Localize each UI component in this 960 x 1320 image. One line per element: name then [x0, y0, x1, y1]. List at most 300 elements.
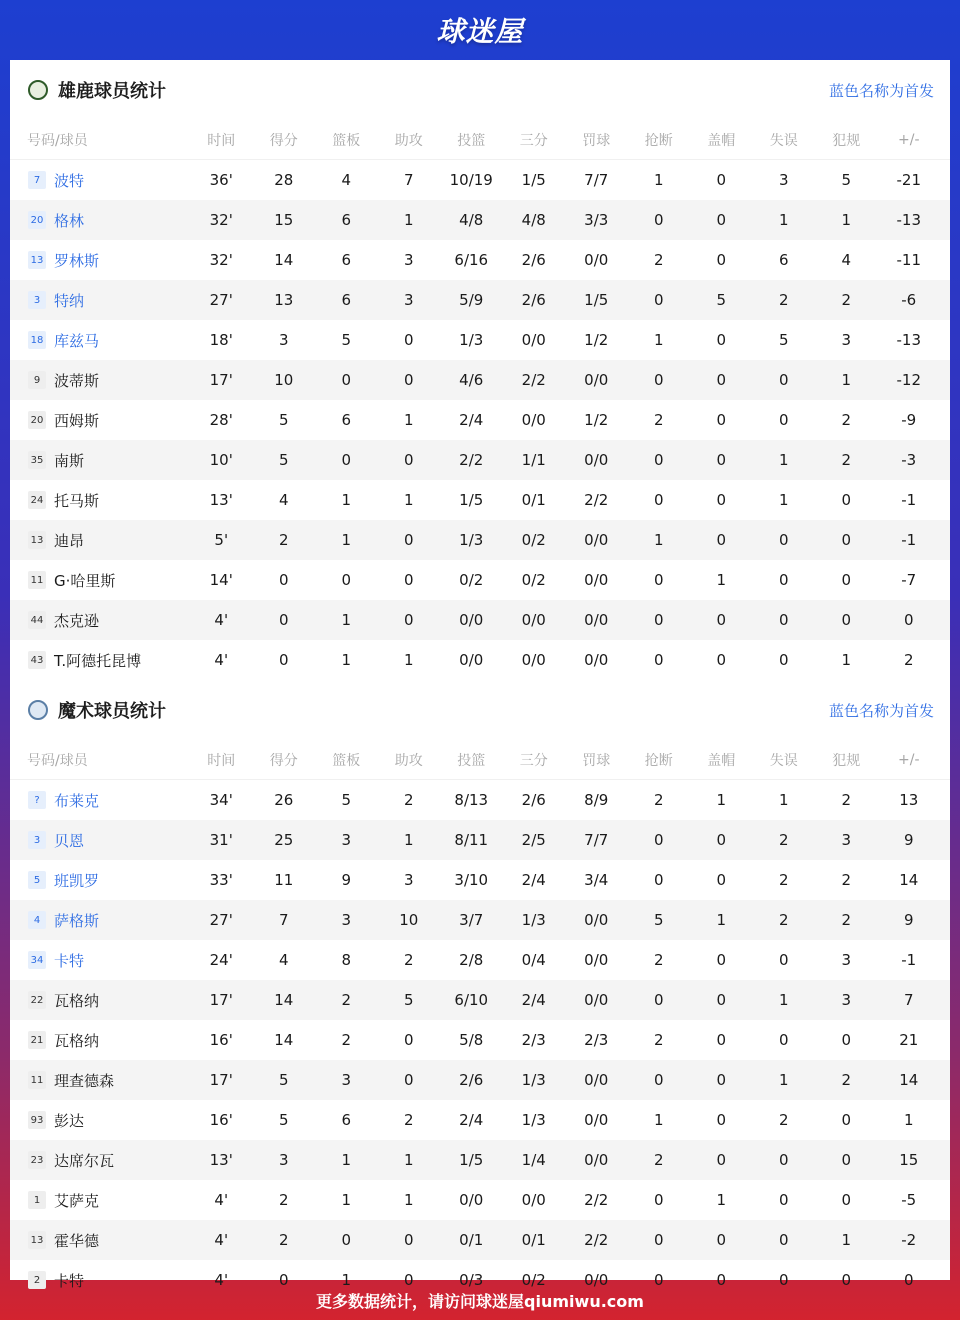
table-row	[10, 820, 950, 860]
jersey-number-badge: 34	[28, 951, 46, 969]
stat-cell: 0	[841, 1111, 852, 1129]
stat-cell: 10	[274, 371, 294, 389]
stat-cell: 0	[403, 571, 414, 589]
stat-cell: 0	[653, 611, 664, 629]
stat-cell: 2	[778, 291, 789, 309]
column-header: 抢断	[644, 752, 673, 769]
column-header: 盖帽	[707, 752, 736, 769]
player-name: 卡特	[54, 1271, 85, 1290]
stat-cell: 0/0	[459, 611, 484, 629]
column-header: 投篮	[457, 752, 486, 769]
stat-cell: 1	[778, 1071, 789, 1089]
player-cell	[10, 1030, 190, 1051]
stat-cell: 4	[341, 171, 352, 189]
stat-cell: 1	[341, 531, 352, 549]
stat-cell: 1	[403, 651, 414, 669]
player-name: 迪昂	[54, 531, 85, 550]
stat-cell: -9	[901, 411, 917, 429]
player-cell	[10, 370, 190, 391]
stat-cell: 2	[653, 251, 664, 269]
stat-cell: 13	[899, 791, 919, 809]
stat-cell: 0/1	[521, 491, 546, 509]
starter-legend: 蓝色名称为首发	[828, 81, 934, 100]
stat-cell: 2	[841, 791, 852, 809]
stat-cell: 1	[778, 211, 789, 229]
table-row	[10, 1140, 950, 1180]
stat-cell: 4	[278, 491, 289, 509]
stat-cell: -1	[901, 531, 917, 549]
stat-cell: 2/4	[521, 991, 546, 1009]
stat-cell: 3	[403, 871, 414, 889]
stat-cell: 0	[716, 1231, 727, 1249]
stat-cell: 9	[903, 831, 914, 849]
stat-cell: 1	[341, 1151, 352, 1169]
table-row	[10, 900, 950, 940]
stat-cell: 1	[716, 571, 727, 589]
player-name: 托马斯	[54, 491, 100, 510]
column-header: 时间	[207, 752, 236, 769]
stat-cell: 0/1	[521, 1231, 546, 1249]
stat-cell: 0	[716, 451, 727, 469]
player-name: 艾萨克	[54, 1191, 100, 1210]
column-header: 抢断	[644, 132, 673, 149]
stat-cell: 0	[278, 1271, 289, 1289]
stat-cell: 0	[403, 1231, 414, 1249]
stat-cell: 1	[716, 1191, 727, 1209]
stat-cell: 0	[278, 651, 289, 669]
stat-cell: 6/16	[454, 251, 489, 269]
column-header: 号码/球员	[27, 132, 88, 149]
stat-cell: 2	[403, 1111, 414, 1129]
stat-cell: 3	[841, 991, 852, 1009]
stat-cell: 1	[653, 531, 664, 549]
stat-cell: 15	[899, 1151, 919, 1169]
stat-cell: 0	[403, 451, 414, 469]
stat-cell: 4	[278, 951, 289, 969]
stat-cell: 9	[341, 871, 352, 889]
player-cell	[10, 490, 190, 511]
stat-cell: 1/3	[521, 1071, 546, 1089]
stat-cell: 2	[778, 911, 789, 929]
stat-cell: 2/2	[584, 1191, 609, 1209]
team-section-header	[10, 680, 950, 740]
stat-cell: 0	[778, 651, 789, 669]
stat-cell: 0	[778, 531, 789, 549]
stat-cell: 2	[841, 1071, 852, 1089]
stat-cell: 16'	[209, 1031, 233, 1049]
stat-cell: 2	[841, 911, 852, 929]
stat-cell: 14	[899, 871, 919, 889]
stat-cell: 7/7	[584, 171, 609, 189]
team-section-header	[10, 60, 950, 120]
team-section	[10, 60, 950, 680]
stat-cell: 1	[778, 791, 789, 809]
column-header-row	[10, 740, 950, 780]
stat-cell: 1/1	[521, 451, 546, 469]
stat-cell: 1	[403, 831, 414, 849]
player-cell	[10, 1070, 190, 1091]
stat-cell: 0	[653, 1231, 664, 1249]
stat-cell: 0	[403, 1071, 414, 1089]
stat-cell: 0	[653, 291, 664, 309]
player-name: 贝恩	[54, 831, 85, 850]
stat-cell: 1/3	[459, 331, 484, 349]
column-header: 得分	[269, 132, 298, 149]
stat-cell: 0/4	[521, 951, 546, 969]
stat-cell: 0	[716, 871, 727, 889]
stat-cell: 0/0	[584, 1271, 609, 1289]
stat-cell: 0	[841, 491, 852, 509]
stat-cell: 6	[778, 251, 789, 269]
player-cell	[10, 950, 190, 971]
stat-cell: 0/2	[521, 571, 546, 589]
stat-cell: 5	[278, 1111, 289, 1129]
stat-cell: 0	[403, 611, 414, 629]
stat-cell: 0	[716, 531, 727, 549]
stat-cell: 1/3	[459, 531, 484, 549]
stat-cell: 10	[399, 911, 419, 929]
stat-cell: 1	[716, 791, 727, 809]
player-name: 波特	[54, 171, 85, 190]
team-section	[10, 680, 950, 1300]
column-header: 失误	[769, 132, 798, 149]
player-cell	[10, 790, 190, 811]
table-row	[10, 480, 950, 520]
stat-cell: 0	[778, 371, 789, 389]
stat-cell: 2	[841, 871, 852, 889]
jersey-number-badge: 3	[28, 291, 46, 309]
stat-cell: 0	[403, 1271, 414, 1289]
stat-cell: 26	[274, 791, 294, 809]
table-row	[10, 240, 950, 280]
stat-cell: 0	[841, 1191, 852, 1209]
stat-cell: 3	[341, 831, 352, 849]
player-cell	[10, 410, 190, 431]
player-cell	[10, 210, 190, 231]
stat-cell: 6	[341, 211, 352, 229]
table-row	[10, 400, 950, 440]
jersey-number-badge: 22	[28, 991, 46, 1009]
stat-cell: 0/2	[521, 1271, 546, 1289]
stat-cell: 5'	[214, 531, 229, 549]
stat-cell: -12	[896, 371, 921, 389]
player-name: 西姆斯	[54, 411, 100, 430]
stat-cell: 1	[778, 991, 789, 1009]
stat-cell: 5/9	[459, 291, 484, 309]
stat-cell: 3/3	[584, 211, 609, 229]
stat-cell: 4'	[214, 611, 229, 629]
stat-cell: 17'	[209, 371, 233, 389]
stat-cell: 0	[341, 1231, 352, 1249]
top-header	[0, 0, 960, 60]
stat-cell: 3/4	[584, 871, 609, 889]
column-header: 得分	[269, 752, 298, 769]
stat-cell: 6	[341, 1111, 352, 1129]
stat-cell: 5/8	[459, 1031, 484, 1049]
stat-cell: 32'	[209, 211, 233, 229]
stat-cell: 1/4	[521, 1151, 546, 1169]
stat-cell: 0/0	[521, 331, 546, 349]
stat-cell: 0	[716, 491, 727, 509]
stat-cell: 3/10	[454, 871, 489, 889]
player-cell	[10, 1150, 190, 1171]
table-row	[10, 860, 950, 900]
stat-cell: 0	[841, 611, 852, 629]
stat-cell: 1	[841, 211, 852, 229]
stat-cell: 0	[903, 1271, 914, 1289]
player-cell	[10, 990, 190, 1011]
stat-cell: 28	[274, 171, 294, 189]
stat-cell: 0	[403, 331, 414, 349]
stat-cell: 0/0	[584, 451, 609, 469]
stat-cell: 1	[341, 1271, 352, 1289]
player-cell	[10, 830, 190, 851]
stat-cell: -1	[901, 491, 917, 509]
footer-text: 更多数据统计，请访问球迷屋qiumiwu.com	[316, 1291, 644, 1311]
player-cell	[10, 650, 190, 671]
stat-cell: 0	[778, 1231, 789, 1249]
stat-cell: 2/6	[521, 791, 546, 809]
jersey-number-badge: 35	[28, 451, 46, 469]
stat-cell: 0/0	[459, 651, 484, 669]
stat-cell: 0	[653, 1191, 664, 1209]
stat-cell: 0	[653, 1071, 664, 1089]
player-cell	[10, 290, 190, 311]
stat-cell: 0	[341, 371, 352, 389]
stat-cell: 1/2	[584, 411, 609, 429]
player-name: 格林	[54, 211, 85, 230]
stat-cell: 0/0	[584, 571, 609, 589]
starter-legend: 蓝色名称为首发	[828, 701, 934, 720]
table-row	[10, 1020, 950, 1060]
stat-cell: 2	[653, 951, 664, 969]
stat-cell: 1	[341, 611, 352, 629]
stat-cell: 24'	[209, 951, 233, 969]
stat-cell: 6/10	[454, 991, 489, 1009]
stat-cell: 0	[653, 451, 664, 469]
stat-cell: 2	[653, 411, 664, 429]
stat-cell: 2	[653, 791, 664, 809]
stat-cell: 2/8	[459, 951, 484, 969]
stat-cell: 0	[716, 171, 727, 189]
stat-cell: 1	[653, 331, 664, 349]
player-cell	[10, 910, 190, 931]
stat-cell: 0	[841, 1031, 852, 1049]
stat-cell: 0	[653, 211, 664, 229]
stat-cell: 2	[341, 1031, 352, 1049]
stat-cell: 1	[653, 171, 664, 189]
stat-cell: 0	[653, 651, 664, 669]
jersey-number-badge: 5	[28, 871, 46, 889]
stat-cell: 0	[778, 571, 789, 589]
bucks-logo-icon	[28, 80, 48, 100]
stat-cell: 3	[403, 291, 414, 309]
jersey-number-badge: 7	[28, 171, 46, 189]
table-row	[10, 280, 950, 320]
stat-cell: 0/3	[459, 1271, 484, 1289]
stat-cell: 8/9	[584, 791, 609, 809]
stat-cell: 10'	[209, 451, 233, 469]
jersey-number-badge: 11	[28, 1071, 46, 1089]
stat-cell: 3	[778, 171, 789, 189]
stat-cell: 2	[278, 1191, 289, 1209]
table-row	[10, 200, 950, 240]
stat-cell: 1/5	[584, 291, 609, 309]
stat-cell: 0	[653, 371, 664, 389]
stat-cell: 2/2	[521, 371, 546, 389]
stat-cell: 0	[841, 531, 852, 549]
stat-cell: 13'	[209, 491, 233, 509]
column-header: 犯规	[832, 132, 861, 149]
stat-cell: 4/8	[459, 211, 484, 229]
stat-cell: 2	[841, 411, 852, 429]
stat-cell: 8/13	[454, 791, 489, 809]
stat-cell: 5	[341, 331, 352, 349]
stat-cell: 3	[341, 1071, 352, 1089]
stat-cell: 0	[278, 611, 289, 629]
table-row	[10, 780, 950, 820]
stat-cell: 2	[778, 1111, 789, 1129]
jersey-number-badge: 44	[28, 611, 46, 629]
player-name: 波蒂斯	[54, 371, 100, 390]
stat-cell: 4	[841, 251, 852, 269]
player-name: 瓦格纳	[54, 991, 100, 1010]
player-name: 理查德森	[54, 1071, 115, 1090]
stat-cell: 2/4	[521, 871, 546, 889]
stat-cell: 0	[341, 571, 352, 589]
stat-cell: 0	[778, 1151, 789, 1169]
stat-cell: 2/4	[459, 411, 484, 429]
table-row	[10, 980, 950, 1020]
table-row	[10, 1180, 950, 1220]
stat-cell: 1/2	[584, 331, 609, 349]
stat-cell: 2/3	[584, 1031, 609, 1049]
stat-cell: 5	[278, 1071, 289, 1089]
stat-cell: 0	[653, 571, 664, 589]
stat-cell: 1	[778, 451, 789, 469]
stats-card	[10, 60, 950, 1290]
stat-cell: 10/19	[449, 171, 493, 189]
stat-cell: 1	[903, 1111, 914, 1129]
stat-cell: 2	[653, 1151, 664, 1169]
stat-cell: 0	[716, 211, 727, 229]
player-name: 达席尔瓦	[54, 1151, 115, 1170]
footer-banner	[0, 1280, 960, 1320]
stat-cell: 2	[778, 831, 789, 849]
table-row	[10, 520, 950, 560]
player-cell	[10, 250, 190, 271]
column-header: 篮板	[332, 132, 361, 149]
stat-cell: 0	[778, 951, 789, 969]
stat-cell: 0	[341, 451, 352, 469]
stat-cell: 0/0	[584, 1151, 609, 1169]
stat-cell: 0/0	[584, 951, 609, 969]
jersey-number-badge: 24	[28, 491, 46, 509]
stat-cell: 0	[716, 1151, 727, 1169]
stat-cell: 0	[841, 1151, 852, 1169]
stat-cell: 27'	[209, 291, 233, 309]
player-cell	[10, 170, 190, 191]
column-header: 时间	[207, 132, 236, 149]
stat-cell: 0/0	[584, 1111, 609, 1129]
column-header: 三分	[519, 132, 548, 149]
jersey-number-badge: 9	[28, 371, 46, 389]
stat-cell: 5	[278, 411, 289, 429]
stat-cell: 34'	[209, 791, 233, 809]
table-row	[10, 1060, 950, 1100]
jersey-number-badge: 13	[28, 251, 46, 269]
jersey-number-badge: 18	[28, 331, 46, 349]
stat-cell: 1	[841, 651, 852, 669]
stat-cell: 13'	[209, 1151, 233, 1169]
stat-cell: 11	[274, 871, 294, 889]
stat-cell: 3	[341, 911, 352, 929]
stat-cell: 2	[903, 651, 914, 669]
column-header: 三分	[519, 752, 548, 769]
stat-cell: 2	[403, 791, 414, 809]
stat-cell: 1/3	[521, 1111, 546, 1129]
stat-cell: -21	[896, 171, 921, 189]
jersey-number-badge: 23	[28, 1151, 46, 1169]
stat-cell: 7	[278, 911, 289, 929]
jersey-number-badge: 11	[28, 571, 46, 589]
stat-cell: 0	[716, 1031, 727, 1049]
stat-cell: 0	[716, 611, 727, 629]
stat-cell: 2/3	[521, 1031, 546, 1049]
stat-cell: 27'	[209, 911, 233, 929]
stat-cell: 4'	[214, 1271, 229, 1289]
jersey-number-badge: 2	[28, 1271, 46, 1289]
stat-cell: 7	[403, 171, 414, 189]
stat-cell: 2/5	[521, 831, 546, 849]
column-header: +/-	[898, 131, 920, 148]
table-row	[10, 600, 950, 640]
jersey-number-badge: 1	[28, 1191, 46, 1209]
stat-cell: 0/2	[521, 531, 546, 549]
stat-cell: 1	[716, 911, 727, 929]
stat-cell: 0	[653, 1271, 664, 1289]
stat-cell: 1	[653, 1111, 664, 1129]
stat-cell: 2/6	[521, 251, 546, 269]
stat-cell: 1/3	[521, 911, 546, 929]
stat-cell: 2/4	[459, 1111, 484, 1129]
player-cell	[10, 330, 190, 351]
stat-cell: 3	[841, 831, 852, 849]
stat-cell: 5	[341, 791, 352, 809]
stat-cell: 33'	[209, 871, 233, 889]
stat-cell: 32'	[209, 251, 233, 269]
table-row	[10, 440, 950, 480]
stat-cell: -6	[901, 291, 917, 309]
stat-cell: 2/6	[521, 291, 546, 309]
stat-cell: 0/0	[584, 371, 609, 389]
stat-cell: -5	[901, 1191, 917, 1209]
stat-cell: 1/5	[459, 1151, 484, 1169]
table-row	[10, 1100, 950, 1140]
stat-cell: 0	[716, 991, 727, 1009]
player-name: 布莱克	[54, 791, 100, 810]
table-row	[10, 1220, 950, 1260]
stat-cell: 21	[899, 1031, 919, 1049]
player-name: G·哈里斯	[54, 571, 116, 590]
stat-cell: 0/0	[584, 611, 609, 629]
column-header: +/-	[898, 751, 920, 768]
team-title: 魔术球员统计	[58, 701, 166, 722]
stat-cell: 13	[274, 291, 294, 309]
stat-cell: 0	[653, 991, 664, 1009]
stat-cell: 1	[403, 491, 414, 509]
stat-cell: 0	[716, 371, 727, 389]
